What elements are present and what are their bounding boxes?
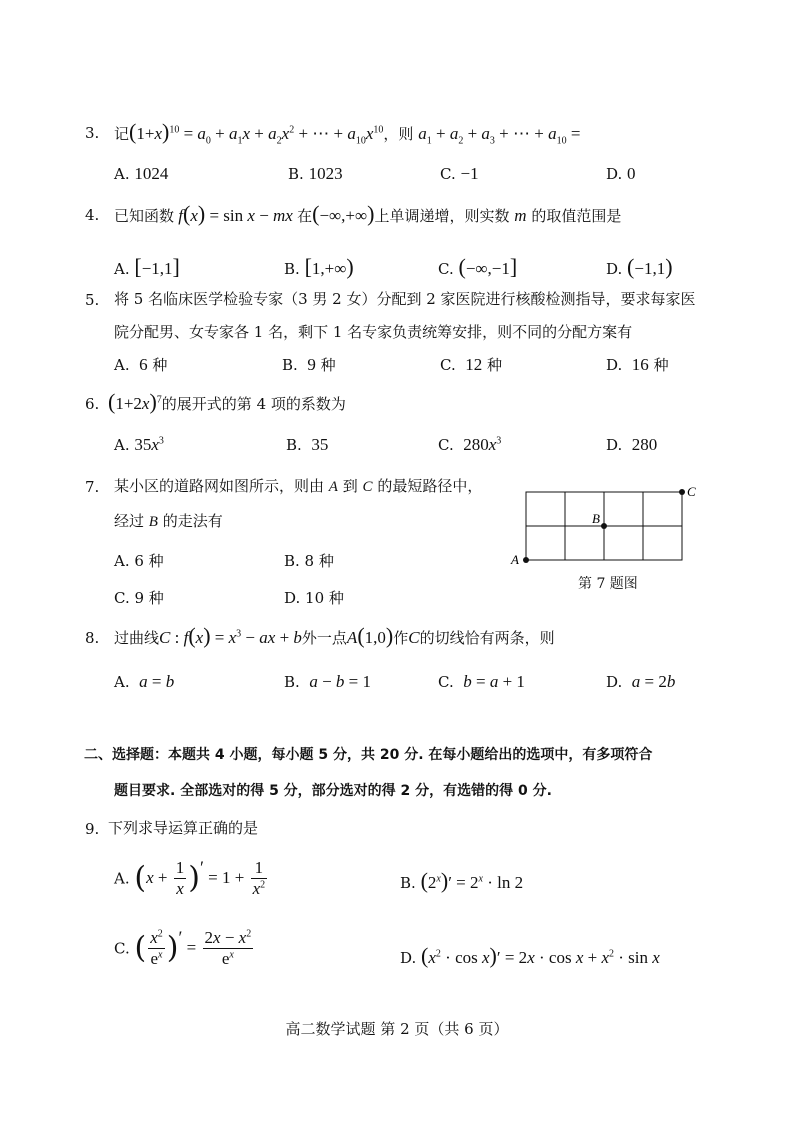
q5-line1: 将 5 名临床医学检验专家（3 男 2 女）分配到 2 家医院进行核酸检测指导，要求每家医 <box>114 290 696 308</box>
q6-option-d[interactable]: D. 280 <box>606 435 658 454</box>
q4-var: m <box>514 206 527 225</box>
q3-stem <box>114 119 581 147</box>
q8-curve: C : $f(x) = x^3$ − ax + b <box>159 623 302 648</box>
q7-option-b[interactable]: B. 8 种 <box>284 552 334 570</box>
q3-option-b[interactable]: B. 1023 <box>288 164 343 183</box>
q4-stem-d: 的取值范围是 <box>531 207 622 225</box>
section2-line1: 二、选择题：本题共 4 小题，每小题 5 分，共 20 分. 在每小题给出的选项中，有多项符合 <box>84 747 653 763</box>
q3-target: $a_1 + a_2 + a_3$ + ⋯ + $a_{10}$ = <box>418 124 581 147</box>
q8-option-a[interactable]: A. a = b <box>114 672 175 691</box>
q3-option-a[interactable]: A. 1024 <box>114 164 169 183</box>
q4-stem-a: 已知函数 <box>114 207 175 225</box>
q8-option-d[interactable]: D. a = 2b <box>606 672 676 691</box>
q6-option-b[interactable]: B. 35 <box>286 435 329 454</box>
q5-option-d[interactable]: D. 16 种 <box>606 355 669 374</box>
q3-stem-prefix: 记 <box>114 125 130 143</box>
point-a-dot <box>523 557 529 563</box>
q6-option-c[interactable]: C. $280x^3$ <box>438 435 502 454</box>
q9-a-expr: (x + $\frac{1}{x}$ )′ = 1 + $\frac{1}{x^2}$ <box>134 858 266 898</box>
q4-stem-c: 上单调递增，则实数 <box>374 207 510 225</box>
q6-expr: $(1+2x)^7$ <box>108 389 162 414</box>
q9-option-a[interactable]: A. (x + $\frac{1}{x}$ )′ = 1 + $\frac{1}{x^2}$ <box>114 858 269 899</box>
label-c: C <box>687 484 696 499</box>
q5-option-b[interactable]: B. 9 种 <box>282 355 336 374</box>
q9-number: 9. <box>85 820 100 838</box>
q6-stem-text: 的展开式的第 4 项的系数为 <box>161 395 346 413</box>
q9-option-c[interactable]: C. ( $\frac{x^2}{e^x}$ )′ = $\frac{2x - x^2}{e^x}$ <box>114 928 255 969</box>
q9-d-expr: $(x^2 \cdot \cos x)' = 2x \cdot \cos x + x^2 \cdot \sin x$ <box>421 943 660 968</box>
q4-stem <box>114 201 622 226</box>
q4-option-c[interactable]: C. (−∞,−1] <box>438 254 518 279</box>
q3-formula: $(1+x)^{10} = a_0 + a_1x + a_2x^2$ + ⋯ + $a_{10}x^{10}$ <box>129 119 384 147</box>
q3-stem-mid: ，则 <box>383 125 414 143</box>
q4-option-d[interactable]: D. (−1,1) <box>606 254 673 279</box>
q5-line2: 院分配男、女专家各 1 名，剩下 1 名专家负责统筹安排，则不同的分配方案有 <box>114 323 633 341</box>
label-b: B <box>592 511 600 526</box>
q8-option-c[interactable]: C. b = a + 1 <box>438 672 525 691</box>
q4-number: 4. <box>85 206 100 224</box>
q7-option-d[interactable]: D. 10 种 <box>284 589 344 607</box>
q7-line2: 经过 B 的走法有 <box>114 512 223 530</box>
q9-option-b[interactable]: B. $(2^x)' = 2^x \cdot \ln 2$ <box>400 868 524 893</box>
point-c-dot <box>679 489 685 495</box>
q8-number: 8. <box>85 629 100 647</box>
q4-option-a[interactable]: A. [−1,1] <box>114 254 180 279</box>
section2-line2: 题目要求. 全部选对的得 5 分，部分选对的得 2 分，有选错的得 0 分. <box>114 783 552 799</box>
q6-option-a[interactable]: A. $35x^3$ <box>114 435 164 454</box>
q5-number: 5. <box>85 291 100 309</box>
q4-option-b[interactable]: B. [1,+∞) <box>284 254 354 279</box>
q7-option-c[interactable]: C. 9 种 <box>114 589 164 607</box>
q5-option-a[interactable]: A. 6 种 <box>114 355 168 374</box>
q8-point: A(1,0) <box>346 623 394 648</box>
q6-stem <box>108 389 346 414</box>
q3-option-d[interactable]: D. 0 <box>606 164 636 183</box>
q4-interval: (−∞,+∞) <box>312 201 375 226</box>
q4-func: f(x) = sin x − mx <box>178 201 293 226</box>
q5-option-c[interactable]: C. 12 种 <box>440 355 503 374</box>
q9-option-d[interactable]: D. $(x^2 \cdot \cos x)' = 2x \cdot \cos x + x^2 \cdot \sin x$ <box>400 943 660 968</box>
q7-number: 7. <box>85 478 100 496</box>
q9-c-expr: ( $\frac{x^2}{e^x}$ )′ = $\frac{2x - x^2}{e^x}$ <box>134 928 252 968</box>
q7-option-a[interactable]: A. 6 种 <box>114 552 164 570</box>
q8-option-b[interactable]: B. a − b = 1 <box>284 672 372 691</box>
q3-number: 3. <box>85 124 100 142</box>
page-footer: 高二数学试题 第 2 页（共 6 页） <box>285 1020 509 1038</box>
label-a: A <box>511 552 519 567</box>
q6-number: 6. <box>85 395 100 413</box>
q9-stem: 下列求导运算正确的是 <box>108 819 259 837</box>
q9-b-expr: $(2^x)' = 2^x \cdot \ln 2$ <box>420 868 524 893</box>
q4-stem-b: 在 <box>297 207 313 225</box>
q7-figure-caption: 第 7 题图 <box>578 576 638 592</box>
point-b-dot <box>601 523 607 529</box>
q3-option-c[interactable]: C. −1 <box>440 164 479 183</box>
q8-stem: 过曲线C : $f(x) = x^3$ − ax + b外一点A(1,0)作C的切线恰有两条，则 <box>114 623 555 648</box>
q7-line1: 某小区的道路网如图所示，则由 A 到 C 的最短路径中， <box>114 477 483 495</box>
